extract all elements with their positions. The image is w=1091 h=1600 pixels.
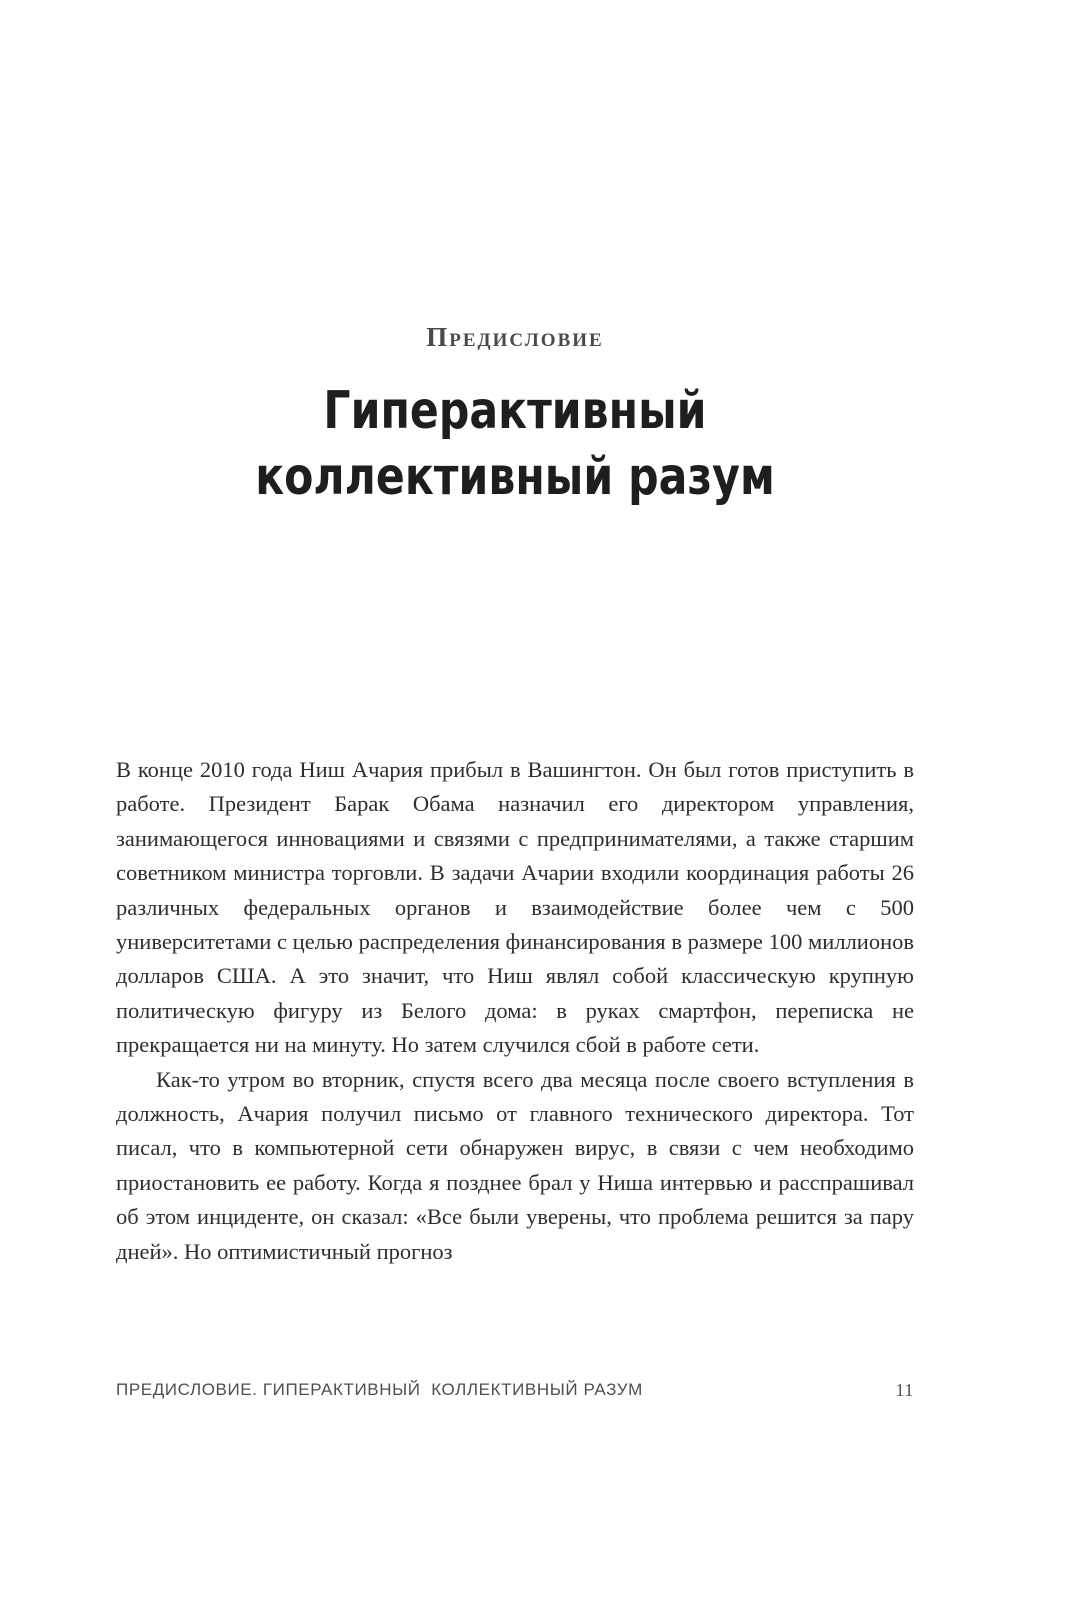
chapter-label: Предисловие <box>426 322 604 352</box>
page-number: 11 <box>895 1380 914 1400</box>
paragraph: В конце 2010 года Ниш Ачария прибыл в Вашингтон. Он был готов приступить в работе. Президент Барак Обама назначил его директором управления, занимающегося инновациями и связями с предпринимателями, а также старшим советником министра торговли. В задачи Ачарии входили координация работы 26 различных федеральных органов и взаимодействие более чем с 500 университетами с целью распределения финансирования в размере 100 миллионов долларов США. А это значит, что Ниш являл собой классическую крупную политическую фигуру из Белого дома: в руках смартфон, переписка не прекращается ни на минуту. Но затем случился сбой в работе сети. <box>116 757 914 1058</box>
body-text <box>116 753 914 1269</box>
chapter-title-line-2: коллективный разум <box>255 447 775 507</box>
paragraph: Как-то утром во вторник, спустя всего два месяца после своего вступления в должность, Ачария получил письмо от главного технического директора. Тот писал, что в компьютерной сети обнаружен вирус, в связи с чем необходимо приостановить ее работу. Когда я позднее брал у Ниша интервью и расспрашивал об этом инциденте, он сказал: «Все были уверены, что проблема решится за пару дней». Но оптимистичный прогноз <box>116 1066 914 1264</box>
chapter-title <box>93 378 938 510</box>
chapter-title-line-1: Гиперактивный <box>323 381 707 441</box>
running-head: ПРЕДИСЛОВИЕ. ГИПЕРАКТИВНЫЙ КОЛЛЕКТИВНЫЙ РАЗУМ <box>116 1380 643 1399</box>
